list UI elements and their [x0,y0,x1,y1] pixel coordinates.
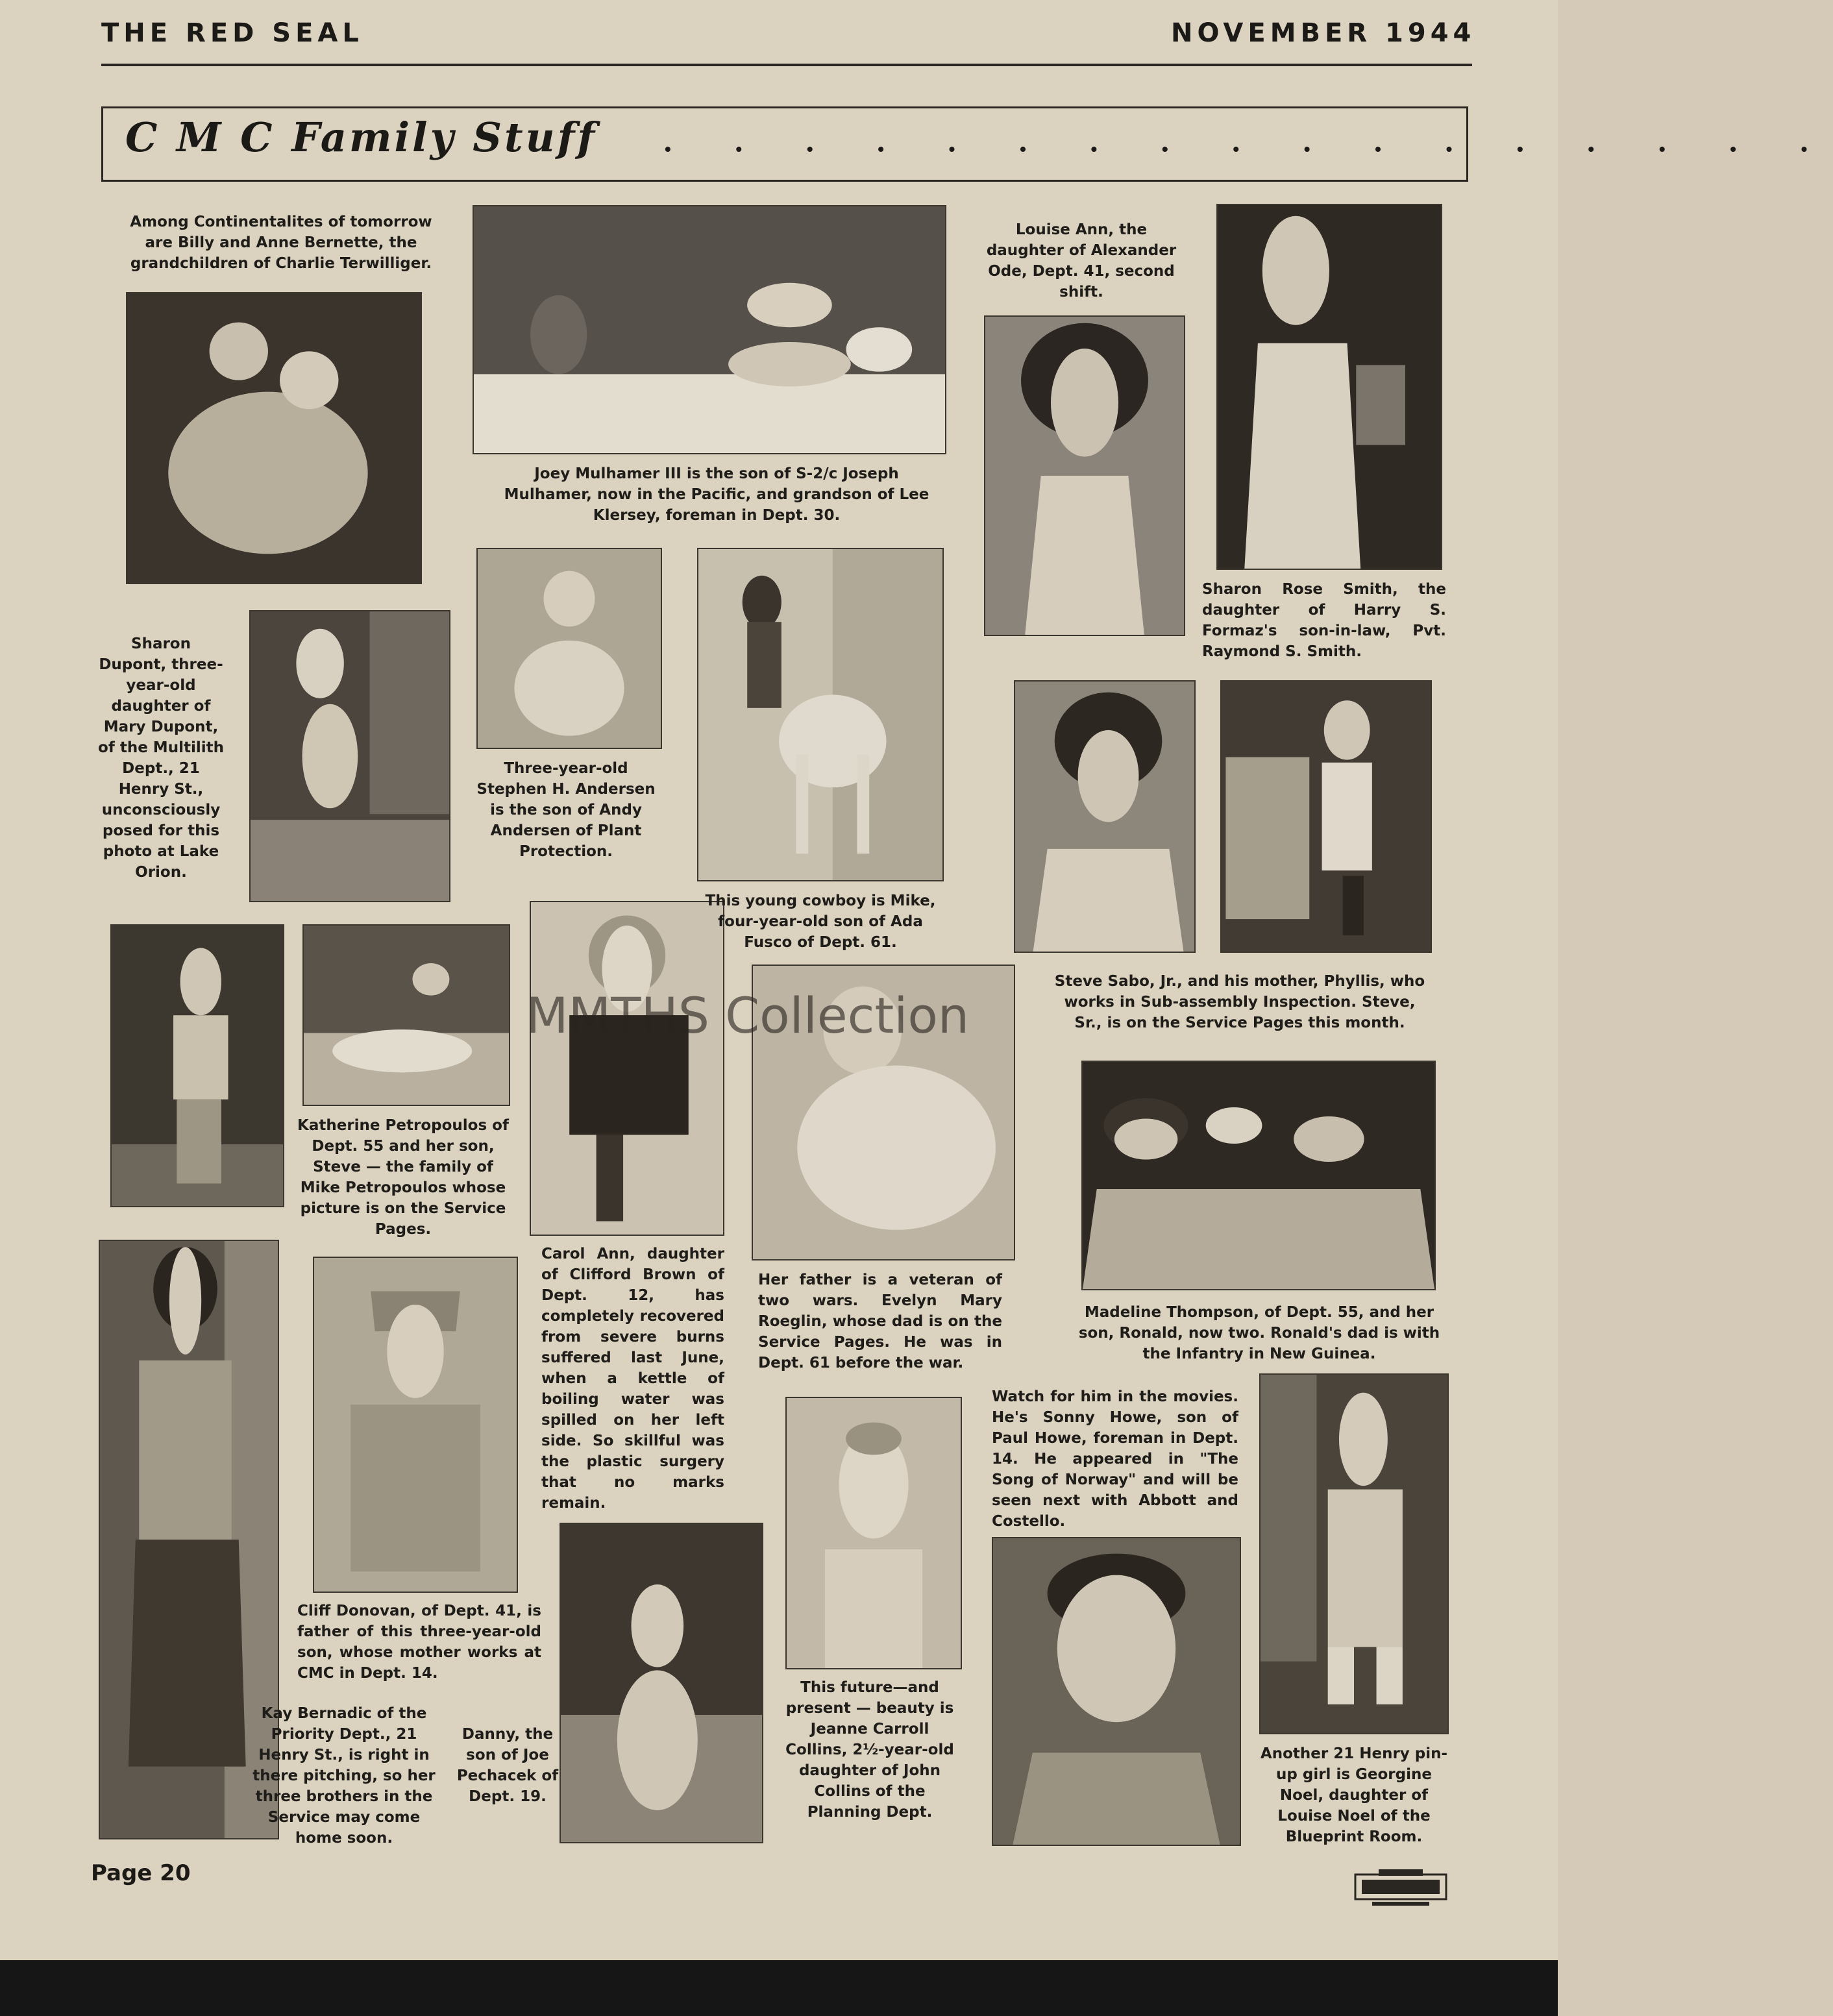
scan-edge-band [0,1960,1558,2016]
title-leader-dots: . . . . . . . . . . . . . . . . . [661,114,1833,161]
union-label-stamp [1353,1869,1449,1908]
photo-sonny-howe [992,1537,1241,1846]
page-number: Page 20 [91,1860,191,1886]
caption-georgine-noel: Another 21 Henry pin-up girl is Georgine Noel, daughter of Louise Noel of the Blueprint Room. [1260,1745,1448,1845]
photo-phyllis-sabo [1014,680,1196,953]
photo-georgine-noel [1259,1373,1449,1734]
caption-mulhamer: Joey Mulhamer III is the son of S-2/c Joseph Mulhamer, now in the Pacific, and grandson of Lee Klersey, foreman in Dept. 30. [504,465,929,524]
caption-danny-pechacek: Danny, the son of Joe Pechacek of Dept. 19. [456,1726,559,1805]
caption-sonny-howe: Watch for him in the movies. He's Sonny Howe, son of Paul Howe, foreman in Dept. 14. He appeared in "The Song of Norway" and will be seen next with Abbott and Costello. [992,1388,1238,1530]
caption-kay-bernadic: Kay Bernadic of the Priority Dept., 21 Henry St., is right in there pitching, so her three brothers in the Service may come home soon. [252,1705,436,1847]
caption-ode: Louise Ann, the daughter of Alexander Ode, Dept. 41, second shift. [986,221,1177,301]
section-title-box [101,106,1833,182]
issue-date: NOVEMBER 1944 [1171,18,1476,48]
photo-bernette-children [126,292,422,584]
caption-petropoulos: Katherine Petropoulos of Dept. 55 and her son, Steve — the family of Mike Petropoulos whose picture is on the Service Pages. [297,1117,509,1238]
caption-donovan: Cliff Donovan, of Dept. 41, is father of this three-year-old son, whose mother works at CMC in Dept. 14. [297,1603,541,1682]
caption-thompson: Madeline Thompson, of Dept. 55, and her son, Ronald, now two. Ronald's dad is with the Infantry in New Guinea. [1078,1304,1440,1362]
photo-steve-sabo-jr [1220,680,1432,953]
caption-jeanne-collins: This future—and present — beauty is Jeanne Carroll Collins, 2½-year-old daughter of John Collins of the Planning Dept. [785,1679,954,1821]
photo-andersen [476,548,662,749]
photo-petropoulos-son [110,924,284,1207]
photo-jeanne-collins [785,1397,962,1669]
caption-andersen: Three-year-old Stephen H. Andersen is the son of Andy Andersen of Plant Protection. [476,760,656,860]
photo-ode [984,315,1185,636]
watermark: MMTHS Collection [526,987,970,1044]
section-title: C M C Family Stuff [125,114,598,161]
caption-fusco: This young cowboy is Mike, four-year-old son of Ada Fusco of Dept. 61. [705,892,936,951]
photo-katherine-petropoulos [302,924,510,1106]
photo-danny-pechacek [560,1523,763,1843]
photo-donovan-son [313,1257,518,1593]
caption-smith: Sharon Rose Smith, the daughter of Harry S. Formaz's son-in-law, Pvt. Raymond S. Smith. [1202,581,1446,660]
photo-carol-ann-brown [530,901,724,1236]
caption-carol-ann-brown: Carol Ann, daughter of Clifford Brown of Dept. 12, has completely recovered from severe burns suffered last June, when a kettle of boiling water was spilled on her left side. So skillful was the plastic surgery that no marks remain. [541,1246,724,1512]
photo-dupont [249,610,450,902]
photo-mulhamer [473,205,946,454]
caption-dupont: Sharon Dupont, three-year-old daughter of Mary Dupont, of the Multilith Dept., 21 Henry St., unconsciously posed for this photo at Lake Orion. [98,635,224,881]
photo-thompson [1081,1061,1436,1290]
photo-fusco-cowboy [697,548,944,881]
header-rule [101,64,1472,66]
caption-bernette: Among Continentalites of tomorrow are Billy and Anne Bernette, the grandchildren of Charlie Terwilliger. [130,214,432,272]
publication-name: THE RED SEAL [101,18,363,48]
caption-sabo: Steve Sabo, Jr., and his mother, Phyllis, who works in Sub-assembly Inspection. Steve, Sr., is on the Service Pages this month. [1054,973,1425,1031]
caption-roeglin: Her father is a veteran of two wars. Evelyn Mary Roeglin, whose dad is on the Service Pages. He was in Dept. 61 before the war. [758,1272,1002,1371]
photo-smith [1216,204,1442,570]
